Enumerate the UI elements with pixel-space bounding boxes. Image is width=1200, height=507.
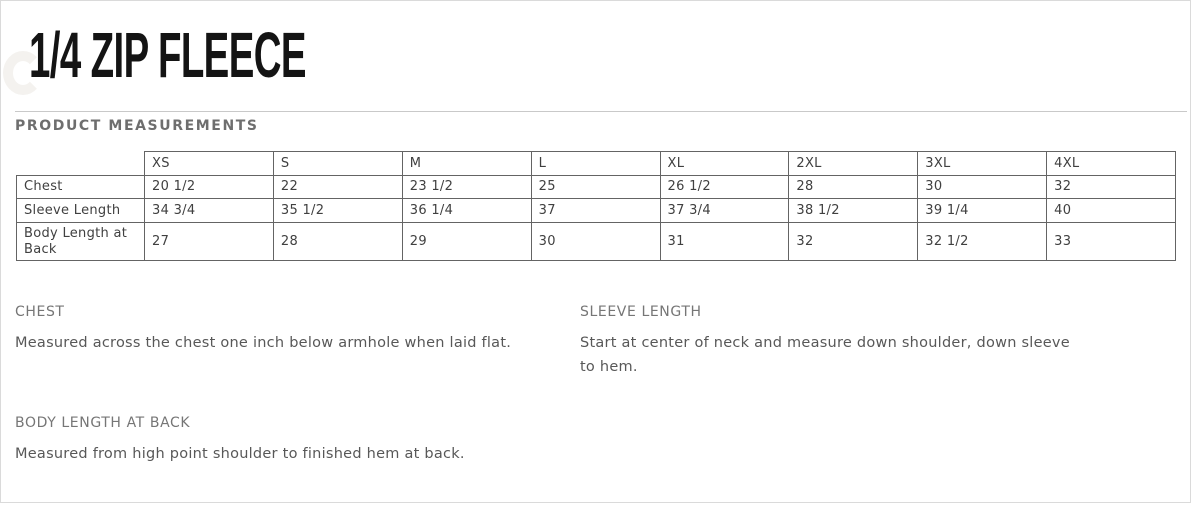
table-cell: 37 3/4 [660,199,789,223]
definition-chest [15,304,560,355]
table-cell: 22 [273,176,402,199]
definition-heading: BODY LENGTH AT BACK [15,415,191,431]
table-cell: 28 [273,223,402,261]
table-cell: 30 [531,223,660,261]
table-cell: 33 [1047,223,1176,261]
definition-heading: SLEEVE LENGTH [580,304,702,320]
product-measurements-table [16,151,1176,261]
table-row-chest [17,176,1176,199]
row-label: Sleeve Length [17,199,145,223]
table-cell: 35 1/2 [273,199,402,223]
table-row-body-length-at-back [17,223,1176,261]
section-divider [15,111,1187,112]
table-cell: 38 1/2 [789,199,918,223]
table-cell: 32 [1047,176,1176,199]
section-heading: PRODUCT MEASUREMENTS [15,118,259,134]
column-header-xl: XL [660,152,789,176]
table-cell: 32 1/2 [918,223,1047,261]
column-header-l: L [531,152,660,176]
table-cell: 32 [789,223,918,261]
column-header-m: M [402,152,531,176]
table-cell: 20 1/2 [145,176,274,199]
table-row-sleeve-length [17,199,1176,223]
definition-heading: CHEST [15,304,65,320]
table-cell: 39 1/4 [918,199,1047,223]
table-cell: 30 [918,176,1047,199]
column-header-xs: XS [145,152,274,176]
column-header-3xl: 3XL [918,152,1047,176]
table-cell: 34 3/4 [145,199,274,223]
row-label: Chest [17,176,145,199]
table-cell: 40 [1047,199,1176,223]
row-label: Body Length at Back [17,223,145,261]
definition-text: Measured across the chest one inch below armhole when laid flat. [15,335,512,351]
definition-text: Measured from high point shoulder to finished hem at back. [15,446,465,462]
definition-sleeve-length [580,304,1085,379]
table-cell: 36 1/4 [402,199,531,223]
table-cell: 28 [789,176,918,199]
definition-text: Start at center of neck and measure down shoulder, down sleeve to hem. [580,335,1070,375]
column-header-2xl: 2XL [789,152,918,176]
table-cell: 26 1/2 [660,176,789,199]
page-title: 1/4 ZIP FLEECE [29,19,306,91]
table-cell: 25 [531,176,660,199]
table-cell: 27 [145,223,274,261]
table-cell: 23 1/2 [402,176,531,199]
column-header-4xl: 4XL [1047,152,1176,176]
table-header-row [17,152,1176,176]
table-corner-cell [17,152,145,176]
definition-body-length-at-back [15,415,595,466]
column-header-s: S [273,152,402,176]
table-cell: 37 [531,199,660,223]
table-cell: 29 [402,223,531,261]
table-cell: 31 [660,223,789,261]
